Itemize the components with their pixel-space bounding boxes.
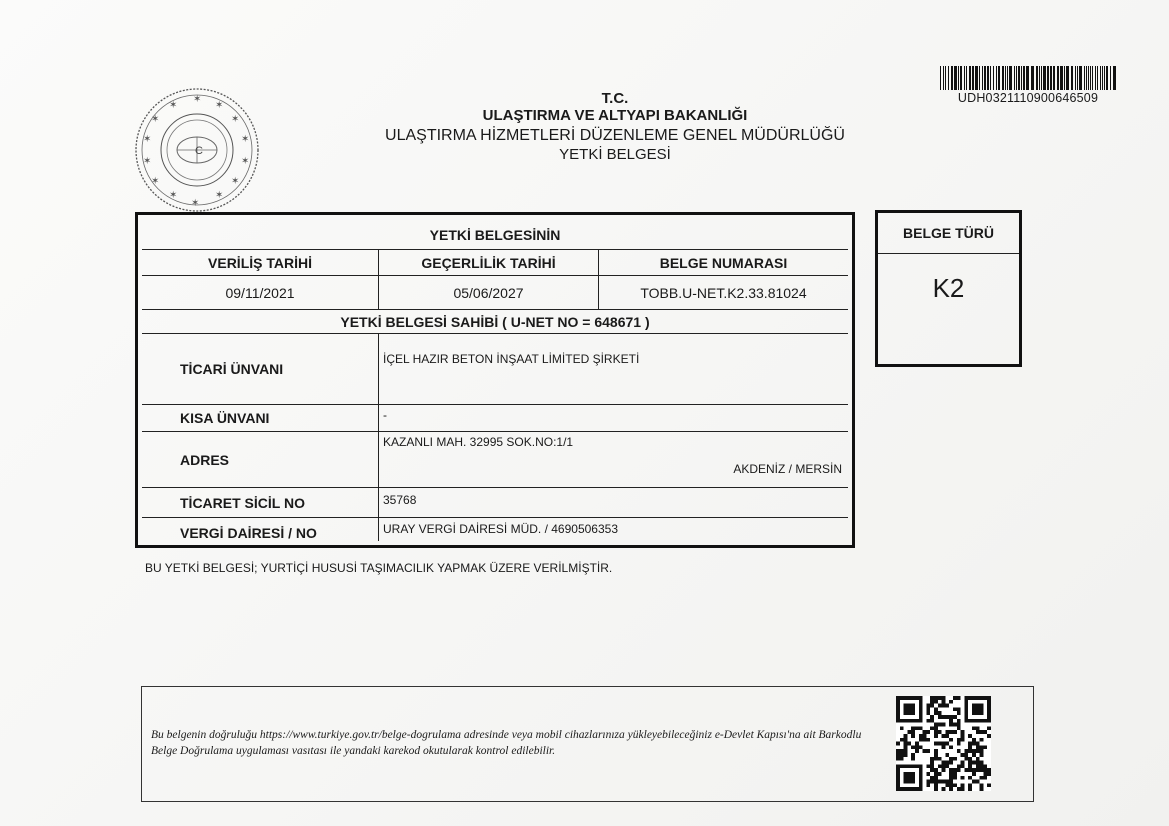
- authorization-table: [135, 212, 855, 548]
- issue-date-header: VERİLİŞ TARİHİ: [208, 255, 312, 271]
- verification-text: Bu belgenin doğruluğu https://www.turkiye.gov.tr/belge-dogrulama adresinde veya mobil cihazlarınıza yükleyebileceğiniz e-Devlet Kapısı'na ait Barkodlu Belge Doğrulama uygulaması vasıtası ile yandaki karekod okutularak kontrol edilebilir.: [151, 729, 862, 757]
- svg-text:✶: ✶: [231, 114, 240, 125]
- issue-date: 09/11/2021: [225, 284, 295, 301]
- document-number: TOBB.U-NET.K2.33.81024: [640, 284, 807, 301]
- document-number-header: BELGE NUMARASI: [659, 255, 788, 271]
- authorization-note: BU YETKİ BELGESİ; YURTİÇİ HUSUSİ TAŞIMACILIK YAPMAK ÜZERE VERİLMİŞTİR.: [145, 561, 613, 575]
- header-ministry: ULAŞTIRMA VE ALTYAPI BAKANLIĞI: [482, 107, 748, 124]
- svg-text:✶: ✶: [143, 134, 152, 145]
- ministry-seal-icon: [133, 86, 261, 214]
- svg-text:✶: ✶: [193, 94, 202, 105]
- svg-text:✶: ✶: [169, 190, 178, 201]
- registry-value: 35768: [383, 493, 417, 507]
- verification-box: [141, 686, 1034, 802]
- svg-text:✶: ✶: [231, 176, 240, 187]
- holder-title: YETKİ BELGESİ SAHİBİ ( U-NET NO = 648671 ): [340, 313, 650, 330]
- validity-date: 05/06/2027: [453, 284, 524, 301]
- short-name-label: KISA ÜNVANI: [180, 410, 270, 426]
- barcode-icon: [940, 66, 1116, 90]
- tax-value: URAY VERGİ DAİRESİ MÜD. / 4690506353: [383, 522, 618, 536]
- address-line1: KAZANLI MAH. 32995 SOK.NO:1/1: [383, 435, 574, 449]
- trade-name-label: TİCARİ ÜNVANI: [180, 361, 284, 377]
- address-label: ADRES: [180, 451, 230, 468]
- document-type-title: BELGE TÜRÜ: [878, 213, 1019, 254]
- header-tc: T.C.: [601, 90, 629, 107]
- validity-date-header: GEÇERLİLİK TARİHİ: [421, 255, 556, 271]
- tax-label: VERGİ DAİRESİ / NO: [180, 524, 317, 541]
- svg-text:✶: ✶: [151, 114, 160, 125]
- svg-text:✶: ✶: [151, 176, 160, 187]
- svg-text:✶: ✶: [215, 190, 224, 201]
- svg-text:✶: ✶: [169, 100, 178, 111]
- svg-text:✶: ✶: [215, 100, 224, 111]
- registry-label: TİCARET SİCİL NO: [180, 494, 305, 511]
- qr-code-icon: [896, 696, 991, 791]
- short-name-value: -: [383, 408, 387, 422]
- svg-text:✶: ✶: [143, 156, 152, 167]
- svg-text:✶: ✶: [241, 134, 250, 145]
- document-type-box: [875, 210, 1022, 367]
- svg-text:C: C: [195, 145, 203, 157]
- address-line2: AKDENİZ / MERSİN: [733, 462, 842, 476]
- trade-name-value: İÇEL HAZIR BETON İNŞAAT LİMİTED ŞİRKETİ: [383, 352, 640, 366]
- section-title: YETKİ BELGESİNİN: [429, 227, 561, 243]
- svg-text:✶: ✶: [191, 198, 200, 209]
- barcode-number: UDH0321110900646509: [957, 91, 1099, 105]
- header-directorate: ULAŞTIRMA HİZMETLERİ DÜZENLEME GENEL MÜDÜRLÜĞÜ: [385, 127, 845, 144]
- header-document-title: YETKİ BELGESİ: [559, 146, 671, 163]
- svg-text:✶: ✶: [241, 156, 250, 167]
- document-type-value: K2: [932, 273, 965, 303]
